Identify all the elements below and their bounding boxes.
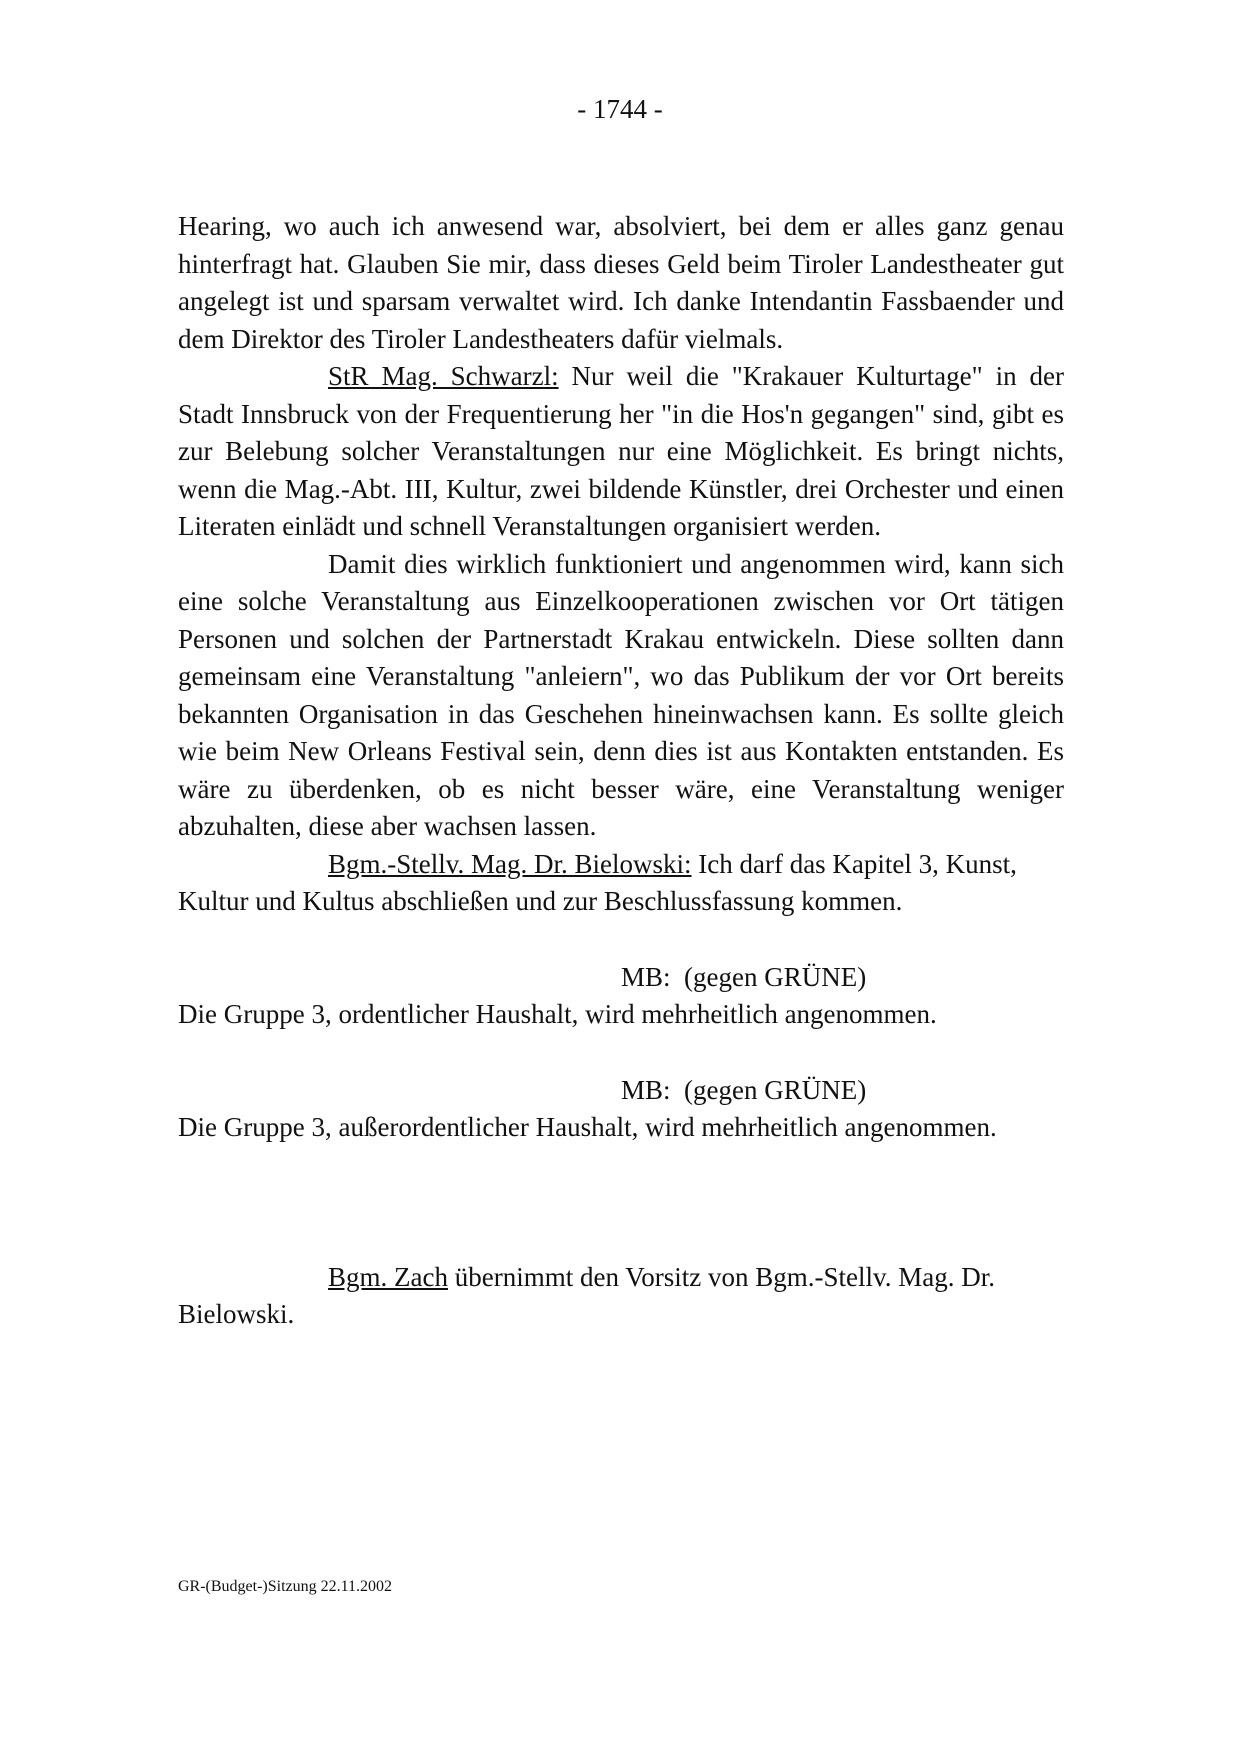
paragraph-hearing: Hearing, wo auch ich anwesend war, absolviert, bei dem er alles ganz genau hinterfragt hat. Glauben Sie mir, dass dieses Geld beim Tiroler Landestheater gut angelegt ist und sparsam verwaltet wird. Ich danke Intendantin Fassbaender und dem Direktor des Tiroler Landestheaters dafür vielmals.: [178, 211, 1064, 354]
document-body: [178, 208, 1064, 1334]
chair-change-text: übernimmt den Vorsitz von Bgm.-Stellv. Mag. Dr. Bielowski.: [178, 1261, 995, 1329]
speaker-bielowski: Bgm.-Stellv. Mag. Dr. Bielowski:: [328, 848, 692, 879]
vote-result: Die Gruppe 3, außerordentlicher Haushalt, wird mehrheitlich angenommen.: [178, 1112, 997, 1142]
paragraph-chair-change: [178, 1259, 1064, 1334]
paragraph-bielowski-text: Ich darf das Kapitel 3, Kunst, Kultur und Kultus abschließen und zur Beschlussfassung kommen.: [178, 848, 1017, 916]
paragraph-schwarzl: [178, 358, 1064, 546]
paragraph-bielowski: [178, 846, 1064, 921]
speaker-schwarzl: StR Mag. Schwarzl:: [328, 361, 559, 391]
vote-label: MB: (gegen GRÜNE): [621, 961, 867, 992]
paragraph-cooperation: Damit dies wirklich funktioniert und angenommen wird, kann sich eine solche Veranstaltung aus Einzelkooperationen zwischen vor Ort tätigen Personen und solchen der Partnerstadt Krakau entwickeln. Diese sollten dann gemeinsam eine Veranstaltung "anleiern", wo das Publikum der vor Ort bereits bekannten Organisation in das Geschehen hineinwachsen kann. Es sollte gleich wie beim New Orleans Festival sein, denn dies ist aus Kontakten entstanden. Es wäre zu überdenken, ob es nicht besser wäre, eine Veranstaltung weniger abzuhalten, diese aber wachsen lassen.: [178, 548, 1064, 841]
speaker-zach: Bgm. Zach: [328, 1261, 448, 1292]
paragraph-schwarzl-text: Nur weil die "Krakauer Kulturtage" in der Stadt Innsbruck von der Frequentierung her "in die Hos'n gegangen" sind, gibt es zur Belebung solcher Veranstaltungen nur eine Möglichkeit. Es bringt nichts, wenn die Mag.-Abt. III, Kultur, zwei bildende Künstler, drei Orchester und einen Literaten einlädt und schnell Veranstaltungen organisiert werden.: [178, 361, 1064, 541]
vote-label: MB: (gegen GRÜNE): [621, 1074, 867, 1105]
footer: GR-(Budget-)Sitzung 22.11.2002: [178, 1578, 393, 1595]
vote-result: Die Gruppe 3, ordentlicher Haushalt, wird mehrheitlich angenommen.: [178, 999, 937, 1029]
page-number: - 1744 -: [577, 94, 663, 124]
